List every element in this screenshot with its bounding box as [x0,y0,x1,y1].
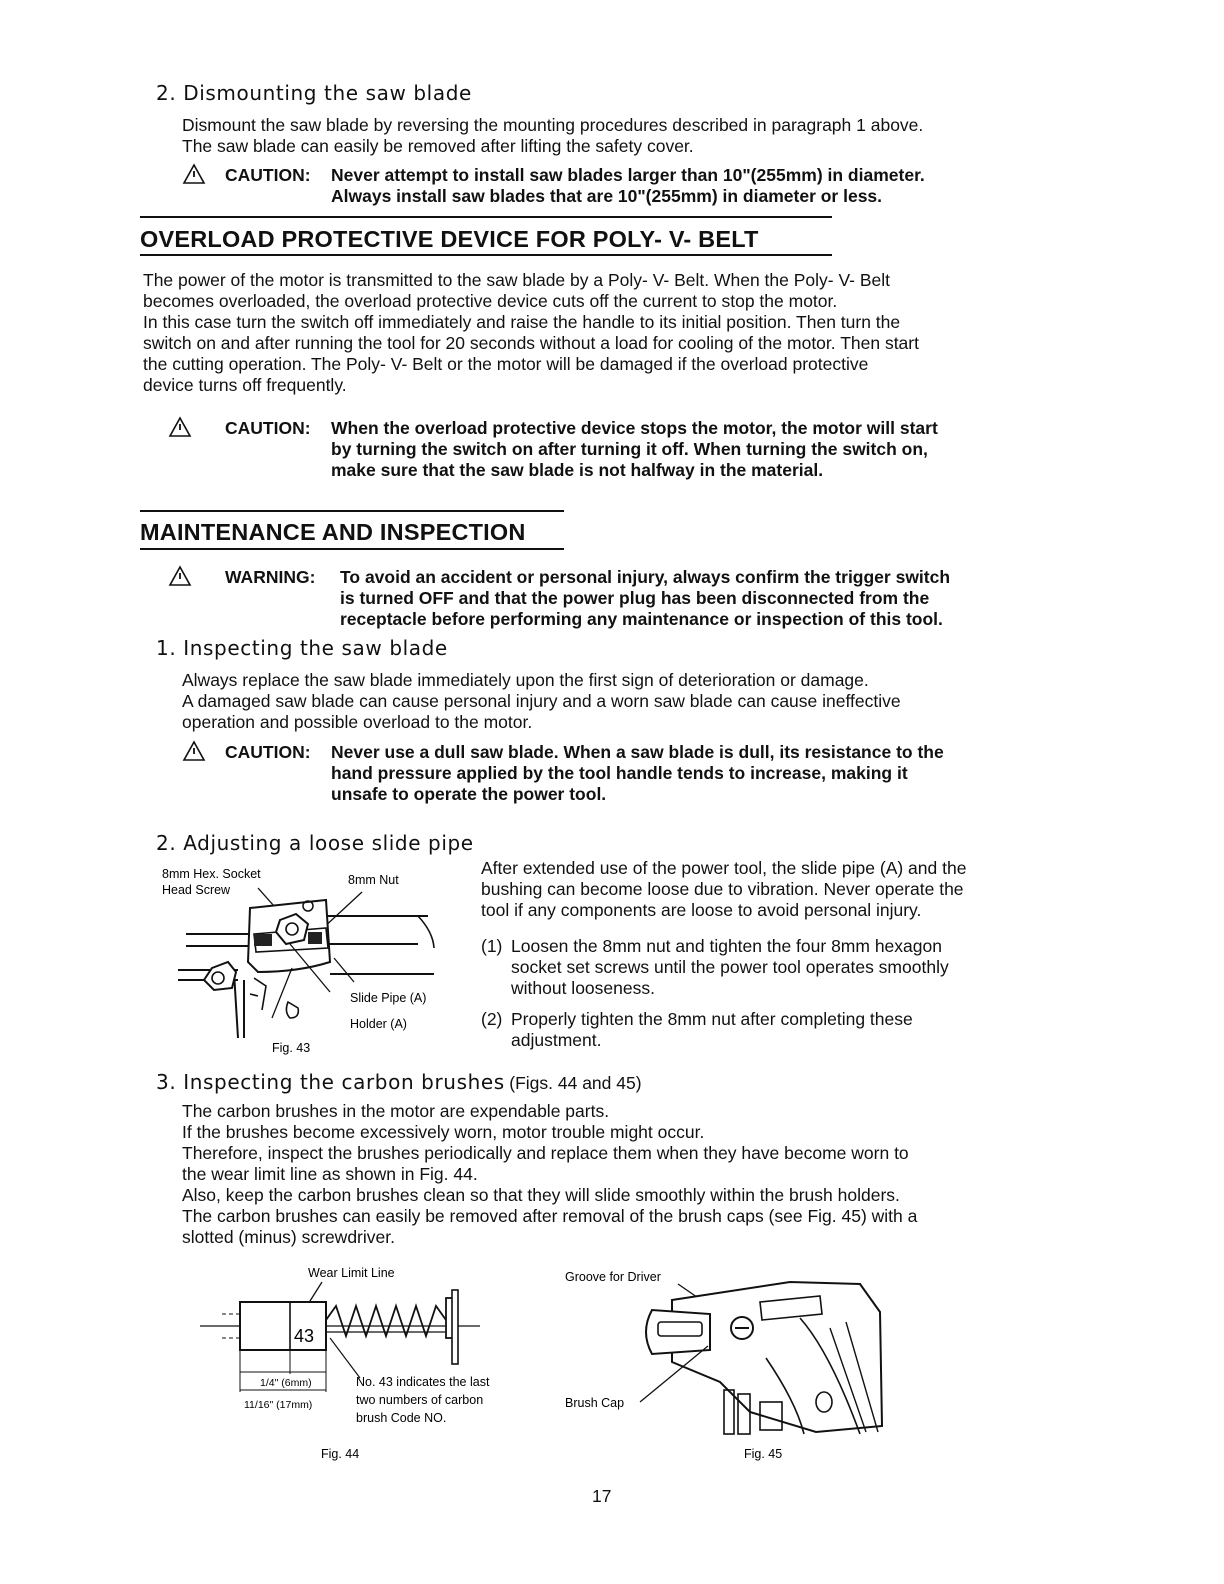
fig45-brush-cap-diagram [560,1262,900,1472]
body-line: adjustment. [511,1030,602,1050]
caution-line: Never use a dull saw blade. When a saw blade is dull, its resistance to the [331,742,944,762]
body-line: Therefore, inspect the brushes periodically and replace them when they have become worn to [182,1143,909,1163]
body-line: The power of the motor is transmitted to the saw blade by a Poly- V- Belt. When the Poly- V- Belt [143,270,891,290]
caution-label: CAUTION: [225,742,311,762]
fig43-label-pipe: Slide Pipe (A) [350,991,427,1005]
brushes-body [182,1101,1062,1248]
page-number: 17 [592,1486,612,1506]
body-line: operation and possible overload to the motor. [182,712,533,732]
body-line: Properly tighten the 8mm nut after completing these [511,1009,913,1029]
brushes-heading: 3. Inspecting the carbon brushes [156,1070,505,1094]
fig43-slide-pipe-diagram [158,862,458,1058]
caution-line: by turning the switch on after turning it off. When turning the switch on, [331,439,928,459]
warning-label: WARNING: [225,567,316,587]
body-line: After extended use of the power tool, the slide pipe (A) and the [481,858,967,878]
caution-triangle-icon [182,740,206,762]
body-line: switch on and after running the tool for 20 seconds without a load for cooling of the motor. Then start [143,333,919,353]
body-line: without looseness. [511,978,655,998]
section-rule [140,254,832,256]
warning-line: To avoid an accident or personal injury, always confirm the trigger switch [340,567,951,587]
slide-pipe-heading: 2. Adjusting a loose slide pipe [156,831,474,855]
fig43-label-holder: Holder (A) [350,1017,407,1031]
body-line: slotted (minus) screwdriver. [182,1227,395,1247]
caution-line: Always install saw blades that are 10"(255mm) in diameter or less. [331,186,883,206]
warning-line: receptacle before performing any maintenance or inspection of this tool. [340,609,943,629]
fig44-note: brush Code NO. [356,1411,447,1425]
caution-text [331,418,1063,481]
inspect-blade-heading: 1. Inspecting the saw blade [156,636,448,660]
fig43-label-nut: 8mm Nut [348,873,399,887]
body-line: Also, keep the carbon brushes clean so that they will slide smoothly within the brush holders. [182,1185,900,1205]
body-line: Loosen the 8mm nut and tighten the four 8mm hexagon [511,936,942,956]
section-rule [140,548,564,550]
body-line: If the brushes become excessively worn, motor trouble might occur. [182,1122,705,1142]
warning-triangle-icon [168,565,192,587]
fig43-label-screw: 8mm Hex. Socket [162,867,261,881]
body-line: socket set screws until the power tool operates smoothly [511,957,949,977]
caution-line: When the overload protective device stops the motor, the motor will start [331,418,938,438]
body-line: tool if any components are loose to avoid personal injury. [481,900,922,920]
fig44-code: 43 [294,1326,315,1346]
caution-line: make sure that the saw blade is not halfway in the material. [331,460,824,480]
caution-label: CAUTION: [225,418,311,438]
fig44-note: two numbers of carbon [356,1393,484,1407]
section-rule [140,510,564,512]
caution-triangle-icon [182,163,206,185]
fig44-dim-small: 1/4" (6mm) [260,1377,312,1389]
section-rule [140,216,832,218]
caution-text [331,165,1051,207]
brushes-heading-ref: (Figs. 44 and 45) [509,1073,642,1093]
slide-pipe-intro [481,858,1063,921]
fig45-label-cap: Brush Cap [565,1396,625,1410]
fig44-label-wear: Wear Limit Line [308,1266,395,1280]
warning-text [340,567,1063,630]
dismount-body [182,115,1062,157]
body-line: The carbon brushes in the motor are expendable parts. [182,1101,610,1121]
fig44-dim-large: 11/16" (17mm) [244,1399,313,1411]
warning-line: is turned OFF and that the power plug has been disconnected from the [340,588,930,608]
body-line: A damaged saw blade can cause personal injury and a worn saw blade can cause ineffective [182,691,901,711]
fig44-caption: Fig. 44 [321,1447,360,1461]
body-line: the wear limit line as shown in Fig. 44. [182,1164,478,1184]
slide-pipe-step2 [511,1009,1063,1051]
body-line: bushing can become loose due to vibration. Never operate the [481,879,964,899]
slide-pipe-step1 [511,936,1063,999]
body-line: The saw blade can easily be removed after lifting the safety cover. [182,136,694,156]
caution-text [331,742,1063,805]
fig44-carbon-brush-diagram [200,1262,530,1472]
body-line: The carbon brushes can easily be removed after removal of the brush caps (see Fig. 45) with a [182,1206,918,1226]
caution-line: Never attempt to install saw blades larger than 10"(255mm) in diameter. [331,165,925,185]
body-line: Always replace the saw blade immediately upon the first sign of deterioration or damage. [182,670,869,690]
body-line: becomes overloaded, the overload protective device cuts off the current to stop the motor. [143,291,838,311]
caution-label: CAUTION: [225,165,311,185]
overload-body [143,270,1068,396]
maintenance-heading: MAINTENANCE AND INSPECTION [140,519,526,545]
step-number: (1) [481,936,503,956]
fig45-caption: Fig. 45 [744,1447,783,1461]
caution-line: unsafe to operate the power tool. [331,784,607,804]
body-line: the cutting operation. The Poly- V- Belt or the motor will be damaged if the overload protective [143,354,869,374]
body-line: In this case turn the switch off immediately and raise the handle to its initial position. Then turn the [143,312,901,332]
dismount-heading: 2. Dismounting the saw blade [156,81,472,105]
body-line: Dismount the saw blade by reversing the mounting procedures described in paragraph 1 above. [182,115,924,135]
caution-triangle-icon [168,416,192,438]
fig44-note: No. 43 indicates the last [356,1375,490,1389]
brushes-heading-row [156,1070,642,1094]
fig43-caption: Fig. 43 [272,1041,311,1055]
fig43-label-screw: Head Screw [162,883,231,897]
overload-heading: OVERLOAD PROTECTIVE DEVICE FOR POLY- V- BELT [140,226,759,252]
caution-line: hand pressure applied by the tool handle tends to increase, making it [331,763,908,783]
body-line: device turns off frequently. [143,375,347,395]
fig45-label-groove: Groove for Driver [565,1270,661,1284]
step-number: (2) [481,1009,503,1029]
inspect-blade-body [182,670,1062,733]
